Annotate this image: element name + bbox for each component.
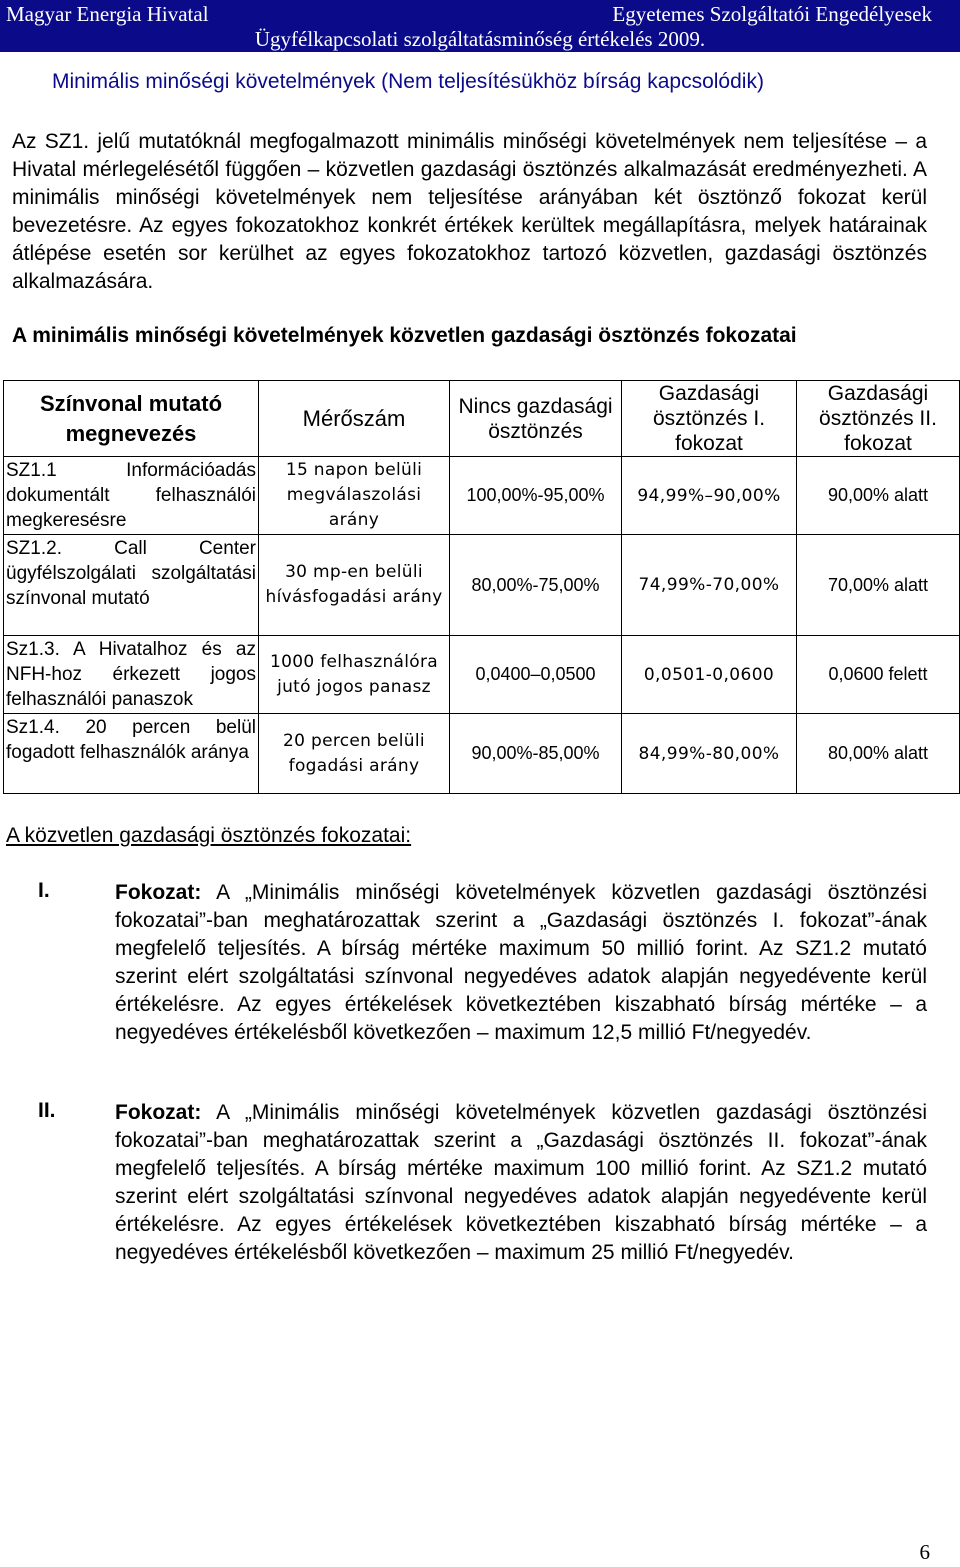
row-level-1: 84,99%-80,00%	[622, 714, 797, 794]
level-number: II.	[38, 1099, 56, 1122]
header-subtitle: Ügyfélkapcsolati szolgáltatásminőség értékelés 2009.	[254, 27, 706, 51]
table-row	[4, 457, 960, 535]
table-row	[4, 535, 960, 636]
row-no-incentive: 90,00%-85,00%	[450, 714, 622, 794]
row-indicator: Sz1.4. 20 percen belül fogadott felhasználók aránya	[4, 714, 259, 794]
row-measure: 1000 felhasználóra jutó jogos panasz	[259, 636, 450, 714]
table-row	[4, 636, 960, 714]
level-text: A „Minimális minőségi követelmények közvetlen gazdasági ösztönzési fokozatai”-ban meghatározattak szerint a „Gazdasági ösztönzés I. fokozat”-ának megfelelő teljesítés. A bírság mértéke maximum 50 millió forint. Az SZ1.2 mutató szerint elért szolgáltatási színvonal negyedéves adatok alapján negyedévente kerül értékelésre. Az egyes értékelések következtében kiszabható bírság mértéke – a negyedéves értékelésből következően – maximum 12,5 millió Ft/negyedév.	[115, 881, 927, 1044]
level-description	[115, 1099, 927, 1267]
section-title: A minimális minőségi követelmények közvetlen gazdasági ösztönzés fokozatai	[12, 324, 797, 347]
header-indicator: Színvonal mutató megnevezés	[4, 381, 259, 457]
header-org: Magyar Energia Hivatal	[6, 2, 209, 26]
level-number: I.	[38, 879, 50, 902]
doc-title: Minimális minőségi követelmények (Nem teljesítésükhöz bírság kapcsolódik)	[52, 70, 764, 93]
level-text: A „Minimális minőségi követelmények közvetlen gazdasági ösztönzési fokozatai”-ban meghatározattak szerint a „Gazdasági ösztönzés II. fokozat”-ának megfelelő teljesítés. A bírság mértéke maximum 100 millió forint. Az SZ1.2 mutató szerint elért szolgáltatási színvonal negyedéves adatok alapján negyedévente kerül értékelésre. Az egyes értékelések következtében kiszabható bírság mértéke – a negyedéves értékelésből következően – maximum 25 millió Ft/negyedév.	[115, 1101, 927, 1264]
row-no-incentive: 100,00%-95,00%	[450, 457, 622, 535]
header-level-2: Gazdasági ösztönzés II. fokozat	[797, 381, 960, 457]
row-no-incentive: 80,00%-75,00%	[450, 535, 622, 636]
row-level-2: 80,00% alatt	[797, 714, 960, 794]
row-no-incentive: 0,0400–0,0500	[450, 636, 622, 714]
row-level-1: 0,0501-0,0600	[622, 636, 797, 714]
row-measure: 15 napon belüli megválaszolási arány	[259, 457, 450, 535]
row-measure: 20 percen belüli fogadási arány	[259, 714, 450, 794]
row-indicator: SZ1.1 Információadás dokumentált felhasználói megkeresésre	[4, 457, 259, 535]
level-label: Fokozat:	[115, 881, 202, 904]
row-measure: 30 mp-en belüli hívásfogadási arány	[259, 535, 450, 636]
levels-title: A közvetlen gazdasági ösztönzés fokozatai:	[6, 824, 412, 847]
table-row	[4, 714, 960, 794]
row-indicator: Sz1.3. A Hivatalhoz és az NFH-hoz érkezett jogos felhasználói panaszok	[4, 636, 259, 714]
row-indicator: SZ1.2. Call Center ügyfélszolgálati szolgáltatási színvonal mutató	[4, 535, 259, 636]
incentive-levels-table	[3, 380, 960, 794]
header-no-incentive: Nincs gazdasági ösztönzés	[450, 381, 622, 457]
page-header	[0, 0, 960, 52]
row-level-2: 90,00% alatt	[797, 457, 960, 535]
page-number: 6	[919, 1540, 930, 1564]
header-level-1: Gazdasági ösztönzés I. fokozat	[622, 381, 797, 457]
table-header-row	[4, 381, 960, 457]
header-licensees: Egyetemes Szolgáltatói Engedélyesek	[612, 2, 932, 26]
level-label: Fokozat:	[115, 1101, 202, 1124]
row-level-1: 94,99%–90,00%	[622, 457, 797, 535]
intro-paragraph: Az SZ1. jelű mutatóknál megfogalmazott minimális minőségi követelmények nem teljesítése – a Hivatal mérlegelésétől függően – közvetlen gazdasági ösztönzés alkalmazását eredményezheti. A minimális minőségi követelmények nem teljesítése arányában két ösztönző fokozat kerül bevezetésre. Az egyes fokozatokhoz konkrét értékek kerültek megállapításra, melyek határainak átlépése esetén sor kerülhet az egyes fokozatokhoz tartozó közvetlen, gazdasági ösztönzés alkalmazására.	[12, 130, 927, 293]
row-level-1: 74,99%-70,00%	[622, 535, 797, 636]
row-level-2: 0,0600 felett	[797, 636, 960, 714]
level-description	[115, 879, 927, 1047]
header-measure: Mérőszám	[259, 381, 450, 457]
row-level-2: 70,00% alatt	[797, 535, 960, 636]
